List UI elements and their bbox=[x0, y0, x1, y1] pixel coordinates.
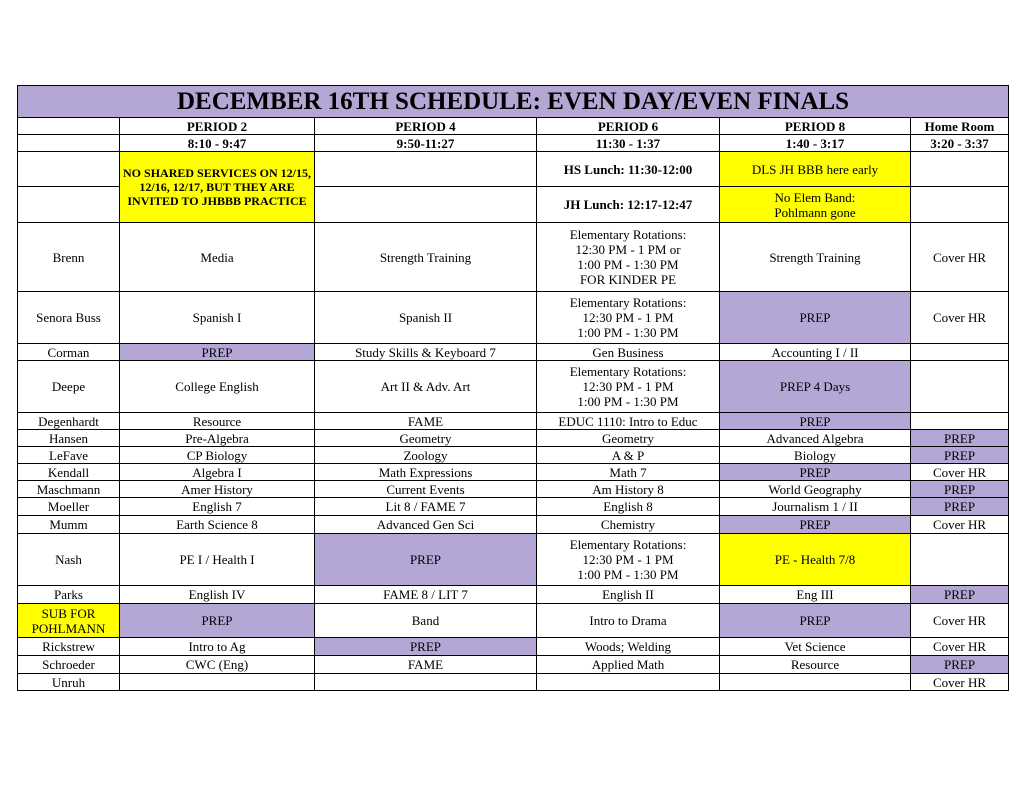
period-label: PERIOD 6 bbox=[537, 118, 720, 135]
period-time: 3:20 - 3:37 bbox=[911, 135, 1009, 152]
period-time: 1:40 - 3:17 bbox=[720, 135, 911, 152]
class-cell: Intro to Ag bbox=[120, 638, 315, 656]
shared-services-note: NO SHARED SERVICES ON 12/15, 12/16, 12/17, BUT THEY ARE INVITED TO JHBBB PRACTICE bbox=[120, 152, 315, 223]
teacher-name: Unruh bbox=[18, 674, 120, 691]
class-cell: FAME bbox=[315, 413, 537, 430]
class-cell: Elementary Rotations: 12:30 PM - 1 PM or 1:00 PM - 1:30 PM FOR KINDER PE bbox=[537, 223, 720, 292]
class-cell: English II bbox=[537, 586, 720, 604]
class-cell: Advanced Gen Sci bbox=[315, 516, 537, 534]
teacher-row bbox=[18, 516, 1009, 534]
teacher-name: SUB FOR POHLMANN bbox=[18, 604, 120, 638]
class-cell: Strength Training bbox=[315, 223, 537, 292]
class-cell: PREP bbox=[720, 292, 911, 344]
homeroom-cell bbox=[911, 413, 1009, 430]
class-cell: Biology bbox=[720, 447, 911, 464]
notes-empty-cell bbox=[911, 187, 1009, 223]
teacher-name: Rickstrew bbox=[18, 638, 120, 656]
class-cell: CWC (Eng) bbox=[120, 656, 315, 674]
class-cell bbox=[315, 674, 537, 691]
class-cell: PREP bbox=[120, 604, 315, 638]
teacher-name: LeFave bbox=[18, 447, 120, 464]
class-cell: World Geography bbox=[720, 481, 911, 498]
homeroom-cell: PREP bbox=[911, 430, 1009, 447]
class-cell: Study Skills & Keyboard 7 bbox=[315, 344, 537, 361]
class-cell: Spanish II bbox=[315, 292, 537, 344]
teacher-name: Schroeder bbox=[18, 656, 120, 674]
teacher-name: Kendall bbox=[18, 464, 120, 481]
class-cell: Vet Science bbox=[720, 638, 911, 656]
class-cell: Woods; Welding bbox=[537, 638, 720, 656]
homeroom-cell: Cover HR bbox=[911, 464, 1009, 481]
class-cell: Journalism 1 / II bbox=[720, 498, 911, 516]
notes-empty-cell bbox=[315, 187, 537, 223]
teacher-row bbox=[18, 638, 1009, 656]
corner-cell bbox=[18, 118, 120, 135]
schedule-table bbox=[17, 85, 1009, 691]
class-cell: Math Expressions bbox=[315, 464, 537, 481]
class-cell: PREP bbox=[315, 534, 537, 586]
class-cell: PE I / Health I bbox=[120, 534, 315, 586]
class-cell: FAME 8 / LIT 7 bbox=[315, 586, 537, 604]
class-cell: Elementary Rotations: 12:30 PM - 1 PM 1:00 PM - 1:30 PM bbox=[537, 292, 720, 344]
homeroom-cell: Cover HR bbox=[911, 638, 1009, 656]
class-cell: Gen Business bbox=[537, 344, 720, 361]
teacher-row bbox=[18, 464, 1009, 481]
corner-cell bbox=[18, 135, 120, 152]
period-time: 11:30 - 1:37 bbox=[537, 135, 720, 152]
class-cell: College English bbox=[120, 361, 315, 413]
teacher-name: Nash bbox=[18, 534, 120, 586]
class-cell: EDUC 1110: Intro to Educ bbox=[537, 413, 720, 430]
class-cell: PREP bbox=[720, 464, 911, 481]
class-cell: PREP bbox=[120, 344, 315, 361]
teacher-row bbox=[18, 292, 1009, 344]
homeroom-cell bbox=[911, 361, 1009, 413]
elem-band-note: No Elem Band: Pohlmann gone bbox=[720, 187, 911, 223]
class-cell: Current Events bbox=[315, 481, 537, 498]
class-cell: Amer History bbox=[120, 481, 315, 498]
class-cell: Geometry bbox=[537, 430, 720, 447]
teacher-row bbox=[18, 344, 1009, 361]
period-time: 8:10 - 9:47 bbox=[120, 135, 315, 152]
notes-empty-cell bbox=[315, 152, 537, 187]
notes-empty-cell bbox=[18, 187, 120, 223]
class-cell: Math 7 bbox=[537, 464, 720, 481]
homeroom-cell: Cover HR bbox=[911, 674, 1009, 691]
teacher-row bbox=[18, 586, 1009, 604]
homeroom-cell: Cover HR bbox=[911, 292, 1009, 344]
class-cell: Eng III bbox=[720, 586, 911, 604]
teacher-row bbox=[18, 447, 1009, 464]
class-cell: Elementary Rotations: 12:30 PM - 1 PM 1:00 PM - 1:30 PM bbox=[537, 361, 720, 413]
notes-empty-cell bbox=[18, 152, 120, 187]
period-label: PERIOD 2 bbox=[120, 118, 315, 135]
teacher-name: Deepe bbox=[18, 361, 120, 413]
class-cell: PREP bbox=[720, 516, 911, 534]
homeroom-cell bbox=[911, 534, 1009, 586]
teacher-row bbox=[18, 656, 1009, 674]
class-cell: Chemistry bbox=[537, 516, 720, 534]
class-cell bbox=[720, 674, 911, 691]
homeroom-cell bbox=[911, 344, 1009, 361]
homeroom-cell: PREP bbox=[911, 498, 1009, 516]
class-cell: Elementary Rotations: 12:30 PM - 1 PM 1:00 PM - 1:30 PM bbox=[537, 534, 720, 586]
class-cell: Advanced Algebra bbox=[720, 430, 911, 447]
class-cell: Pre-Algebra bbox=[120, 430, 315, 447]
teacher-name: Senora Buss bbox=[18, 292, 120, 344]
teacher-row bbox=[18, 361, 1009, 413]
homeroom-cell: PREP bbox=[911, 447, 1009, 464]
class-cell: FAME bbox=[315, 656, 537, 674]
homeroom-cell: Cover HR bbox=[911, 604, 1009, 638]
class-cell: Applied Math bbox=[537, 656, 720, 674]
class-cell: A & P bbox=[537, 447, 720, 464]
class-cell: Resource bbox=[720, 656, 911, 674]
homeroom-cell: PREP bbox=[911, 586, 1009, 604]
schedule-title: DECEMBER 16TH SCHEDULE: EVEN DAY/EVEN FINALS bbox=[18, 86, 1009, 118]
period-label: PERIOD 8 bbox=[720, 118, 911, 135]
teacher-row bbox=[18, 498, 1009, 516]
teacher-name: Parks bbox=[18, 586, 120, 604]
teacher-name: Brenn bbox=[18, 223, 120, 292]
teacher-row bbox=[18, 534, 1009, 586]
teacher-row bbox=[18, 413, 1009, 430]
teacher-name: Maschmann bbox=[18, 481, 120, 498]
class-cell bbox=[120, 674, 315, 691]
class-cell: Band bbox=[315, 604, 537, 638]
teacher-name: Mumm bbox=[18, 516, 120, 534]
hs-lunch-note: HS Lunch: 11:30-12:00 bbox=[537, 152, 720, 187]
homeroom-cell: PREP bbox=[911, 656, 1009, 674]
period-label: PERIOD 4 bbox=[315, 118, 537, 135]
teacher-name: Degenhardt bbox=[18, 413, 120, 430]
homeroom-cell: Cover HR bbox=[911, 223, 1009, 292]
teacher-name: Corman bbox=[18, 344, 120, 361]
class-cell: Art II & Adv. Art bbox=[315, 361, 537, 413]
class-cell: Intro to Drama bbox=[537, 604, 720, 638]
class-cell: Algebra I bbox=[120, 464, 315, 481]
class-cell: PE - Health 7/8 bbox=[720, 534, 911, 586]
notes-empty-cell bbox=[911, 152, 1009, 187]
homeroom-cell: Cover HR bbox=[911, 516, 1009, 534]
class-cell: Media bbox=[120, 223, 315, 292]
class-cell: Geometry bbox=[315, 430, 537, 447]
period-label: Home Room bbox=[911, 118, 1009, 135]
teacher-row bbox=[18, 481, 1009, 498]
teacher-row bbox=[18, 223, 1009, 292]
class-cell: PREP 4 Days bbox=[720, 361, 911, 413]
class-cell: English 8 bbox=[537, 498, 720, 516]
period-time: 9:50-11:27 bbox=[315, 135, 537, 152]
teacher-row bbox=[18, 430, 1009, 447]
class-cell: Accounting I / II bbox=[720, 344, 911, 361]
teacher-name: Hansen bbox=[18, 430, 120, 447]
dls-note: DLS JH BBB here early bbox=[720, 152, 911, 187]
class-cell: PREP bbox=[720, 413, 911, 430]
class-cell: Strength Training bbox=[720, 223, 911, 292]
teacher-name: Moeller bbox=[18, 498, 120, 516]
class-cell: Earth Science 8 bbox=[120, 516, 315, 534]
class-cell: English 7 bbox=[120, 498, 315, 516]
class-cell: PREP bbox=[315, 638, 537, 656]
class-cell: CP Biology bbox=[120, 447, 315, 464]
class-cell: Resource bbox=[120, 413, 315, 430]
class-cell: Lit 8 / FAME 7 bbox=[315, 498, 537, 516]
class-cell: Zoology bbox=[315, 447, 537, 464]
jh-lunch-note: JH Lunch: 12:17-12:47 bbox=[537, 187, 720, 223]
class-cell: PREP bbox=[720, 604, 911, 638]
class-cell: Am History 8 bbox=[537, 481, 720, 498]
class-cell bbox=[537, 674, 720, 691]
teacher-row bbox=[18, 604, 1009, 638]
class-cell: Spanish I bbox=[120, 292, 315, 344]
class-cell: English IV bbox=[120, 586, 315, 604]
teacher-row bbox=[18, 674, 1009, 691]
homeroom-cell: PREP bbox=[911, 481, 1009, 498]
